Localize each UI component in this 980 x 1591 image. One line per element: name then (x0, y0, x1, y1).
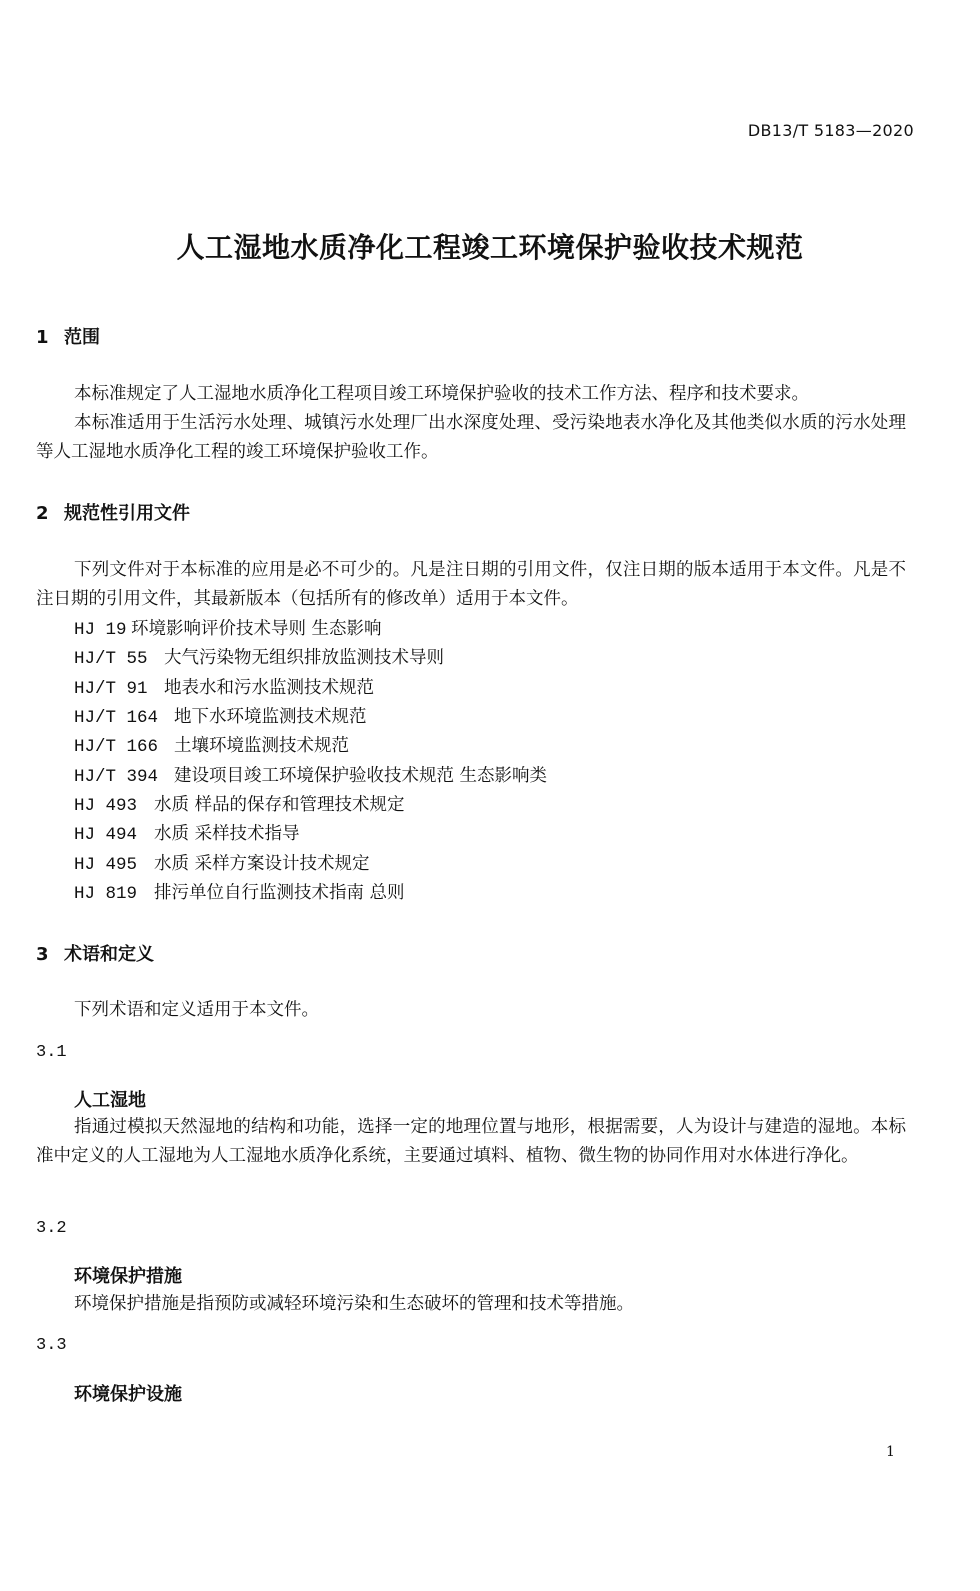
section-title: 范围 (64, 327, 100, 348)
reference-item (74, 644, 444, 669)
reference-code: HJ 495 (74, 855, 138, 875)
reference-item (74, 850, 370, 875)
reference-code: HJ/T 91 (74, 679, 148, 699)
reference-title: 建设项目竣工环境保护验收技术规范 生态影响类 (174, 766, 548, 786)
section-3-heading (36, 940, 154, 966)
section-number: 3 (36, 944, 49, 965)
term-number: 3.2 (36, 1219, 67, 1238)
reference-code: HJ 19 (74, 620, 127, 640)
reference-code: HJ/T 55 (74, 649, 148, 669)
reference-title: 地表水和污水监测技术规范 (164, 678, 374, 698)
section-number: 2 (36, 503, 49, 524)
reference-title: 环境影响评价技术导则 生态影响 (131, 619, 382, 639)
reference-title: 土壤环境监测技术规范 (174, 736, 349, 756)
reference-item (74, 674, 374, 699)
reference-title: 水质 样品的保存和管理技术规定 (154, 795, 405, 815)
scope-paragraph-1: 本标准规定了人工湿地水质净化工程项目竣工环境保护验收的技术工作方法、程序和技术要求。 (74, 384, 809, 404)
term-number: 3.1 (36, 1043, 67, 1062)
reference-code: HJ 819 (74, 884, 138, 904)
reference-code: HJ/T 166 (74, 737, 159, 757)
reference-title: 地下水环境监测技术规范 (174, 707, 367, 727)
reference-item (74, 703, 367, 728)
document-title: 人工湿地水质净化工程竣工环境保护验收技术规范 (176, 231, 804, 264)
term-name: 环境保护措施 (74, 1266, 182, 1287)
reference-code: HJ/T 394 (74, 767, 159, 787)
reference-code: HJ 494 (74, 825, 138, 845)
reference-item (74, 820, 300, 845)
term-definition: 指通过模拟天然湿地的结构和功能，选择一定的地理位置与地形，根据需要，人为设计与建造的湿地。本标准中定义的人工湿地为人工湿地水质净化系统，主要通过填料、植物、微生物的协同作用对水体进行净化。 (36, 1117, 906, 1166)
term-definition: 环境保护措施是指预防或减轻环境污染和生态破坏的管理和技术等措施。 (74, 1294, 634, 1314)
term-name: 环境保护设施 (74, 1384, 182, 1405)
section-1-heading (36, 323, 100, 349)
reference-title: 水质 采样技术指导 (154, 824, 300, 844)
reference-title: 排污单位自行监测技术指南 总则 (154, 883, 405, 903)
terms-intro-paragraph: 下列术语和定义适用于本文件。 (74, 1000, 319, 1020)
reference-item (74, 791, 405, 816)
reference-item (74, 732, 349, 757)
reference-item (74, 879, 405, 904)
references-intro-paragraph: 下列文件对于本标准的应用是必不可少的。凡是注日期的引用文件，仅注日期的版本适用于本文件。凡是不注日期的引用文件，其最新版本（包括所有的修改单）适用于本文件。 (36, 560, 906, 609)
scope-paragraph-2: 本标准适用于生活污水处理、城镇污水处理厂出水深度处理、受污染地表水净化及其他类似水质的污水处理等人工湿地水质净化工程的竣工环境保护验收工作。 (36, 413, 906, 462)
reference-title: 水质 采样方案设计技术规定 (154, 854, 370, 874)
section-number: 1 (36, 327, 49, 348)
section-2-heading (36, 499, 190, 525)
term-name: 人工湿地 (74, 1090, 146, 1111)
section-title: 规范性引用文件 (64, 503, 190, 524)
section-title: 术语和定义 (64, 944, 154, 965)
page-number: 1 (886, 1444, 895, 1460)
standard-code: DB13/T 5183—2020 (747, 121, 914, 140)
reference-item (74, 762, 547, 787)
term-number: 3.3 (36, 1336, 67, 1355)
reference-code: HJ/T 164 (74, 708, 159, 728)
reference-code: HJ 493 (74, 796, 138, 816)
reference-item (74, 615, 382, 640)
reference-title: 大气污染物无组织排放监测技术导则 (164, 648, 444, 668)
